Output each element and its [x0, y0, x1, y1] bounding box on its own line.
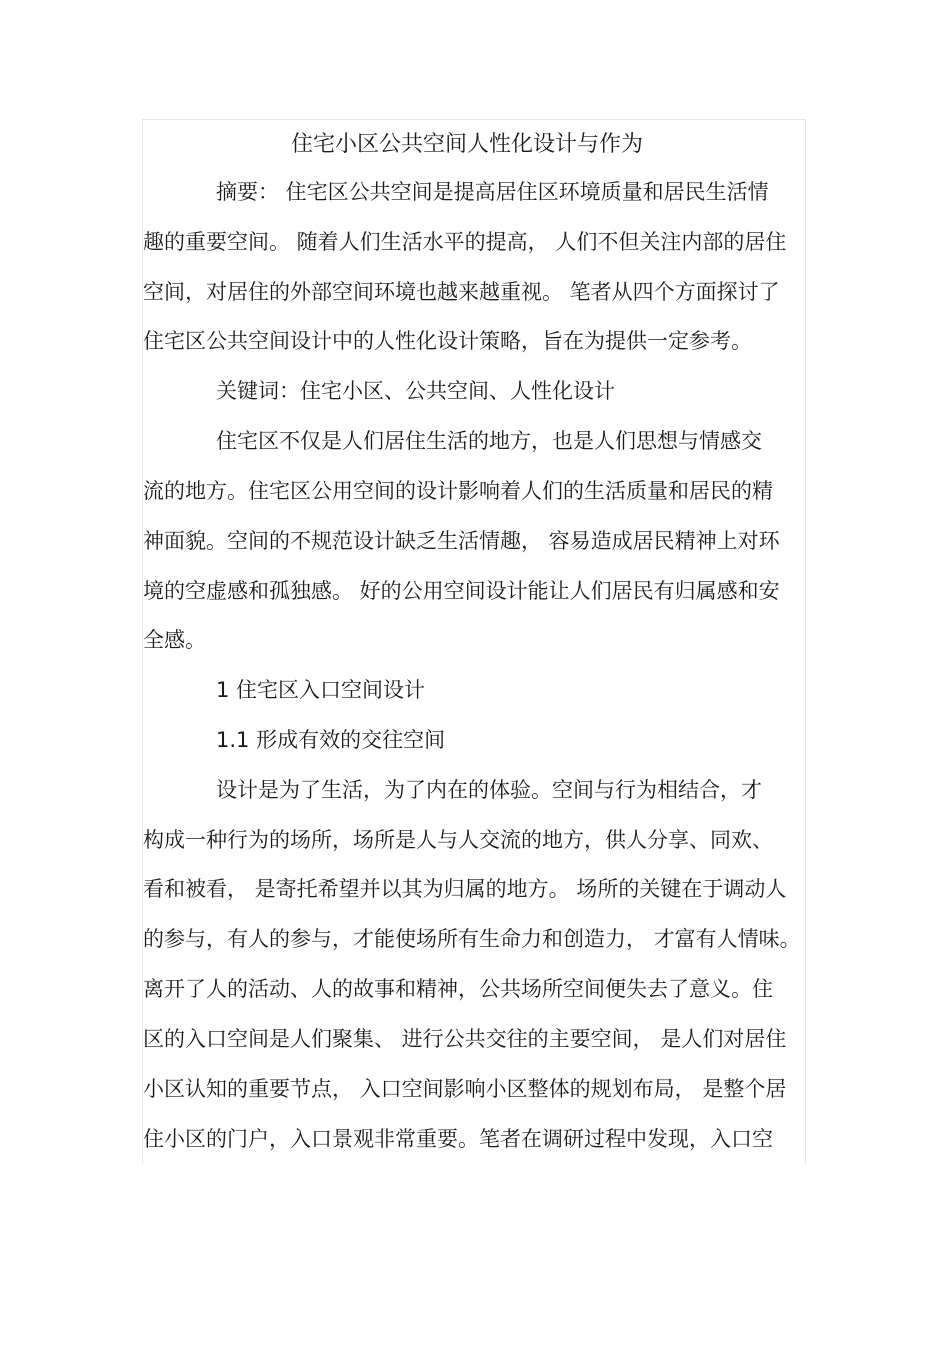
paragraph-line: 神面貌。空间的不规范设计缺乏生活情趣， 容易造成居民精神上对环	[143, 529, 780, 553]
abstract-line: 住宅区公共空间设计中的人性化设计策略，旨在为提供一定参考。	[143, 329, 752, 353]
paragraph-line: 住小区的门户，入口景观非常重要。笔者在调研过程中发现，入口空	[143, 1127, 773, 1151]
paragraph-line: 离开了人的活动、人的故事和精神，公共场所空间便失去了意义。住	[143, 977, 773, 1001]
keywords-line: 关键词：住宅小区、公共空间、人性化设计	[216, 379, 615, 403]
paragraph-line: 构成一种行为的场所，场所是人与人交流的地方，供人分享、同欢、	[143, 828, 773, 852]
paragraph-line: 看和被看， 是寄托希望并以其为归属的地方。 场所的关键在于调动人	[143, 877, 787, 901]
subsection-heading: 1.1 形成有效的交往空间	[216, 728, 446, 752]
paragraph-line: 的参与，有人的参与，才能使场所有生命力和创造力， 才富有人情味。	[143, 927, 801, 951]
abstract-line: 趣的重要空间。 随着人们生活水平的提高， 人们不但关注内部的居住	[143, 230, 787, 254]
paragraph-line: 小区认知的重要节点， 入口空间影响小区整体的规划布局， 是整个居	[143, 1077, 787, 1101]
abstract-line: 空间，对居住的外部空间环境也越来越重视。 笔者从四个方面探讨了	[143, 280, 780, 304]
paragraph-line: 流的地方。住宅区公用空间的设计影响着人们的生活质量和居民的精	[143, 479, 773, 503]
paragraph-line: 设计是为了生活，为了内在的体验。空间与行为相结合，才	[216, 778, 762, 802]
abstract-line: 摘要： 住宅区公共空间是提高居住区环境质量和居民生活情	[216, 180, 769, 204]
paragraph-line: 住宅区不仅是人们居住生活的地方，也是人们思想与情感交	[216, 429, 762, 453]
document-title: 住宅小区公共空间人性化设计与作为	[291, 132, 644, 157]
section-heading: 1 住宅区入口空间设计	[216, 678, 426, 702]
paragraph-line: 区的入口空间是人们聚集、 进行公共交往的主要空间， 是人们对居住	[143, 1027, 787, 1051]
page-frame	[142, 119, 806, 1164]
paragraph-line: 全感。	[143, 628, 206, 652]
paragraph-line: 境的空虚感和孤独感。 好的公用空间设计能让人们居民有归属感和安	[143, 579, 780, 603]
